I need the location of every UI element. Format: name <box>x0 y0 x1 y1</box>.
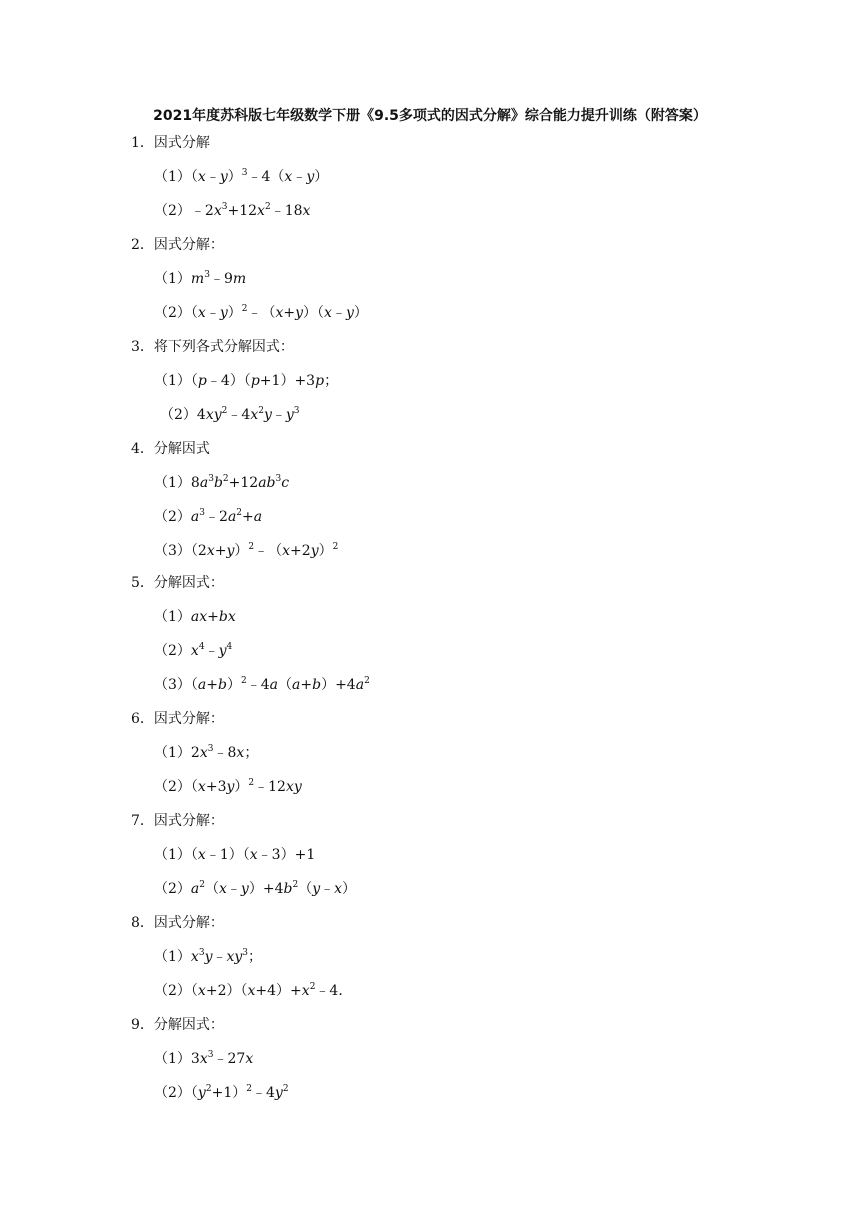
question-text: 因式分解： <box>153 237 224 253</box>
q2-part-1: $(1)m^3﹣9m$ <box>154 270 247 287</box>
q4-part-3: $(3)(2x+y)^2﹣(x+2y)^2$ <box>154 542 339 559</box>
q5-part-3: $(3)(a+b)^2﹣4a(a+b)+4a^2$ <box>154 676 370 693</box>
question-9 <box>131 1016 224 1034</box>
question-6 <box>131 710 224 728</box>
question-number: 9． <box>131 1017 154 1033</box>
q6-part-1: $(1)2x^3﹣8x$； <box>154 744 259 761</box>
q3-part-1: （1）（p﹣4）（p+1）+3p； <box>154 373 339 389</box>
question-3 <box>131 338 294 356</box>
question-number: 3． <box>131 339 154 355</box>
question-number: 4． <box>131 441 154 457</box>
question-text: 因式分解： <box>153 813 224 829</box>
q2-part-2: （2）（x﹣y）$^2$﹣（x+y）（x﹣y） <box>154 304 368 321</box>
question-4 <box>131 440 210 458</box>
question-text: 因式分解： <box>153 915 224 931</box>
q9-part-2: $(2)(y^2+1)^2﹣4y^2$ <box>154 1084 289 1101</box>
question-number: 5． <box>131 575 154 591</box>
q8-part-2: $(2)(x+2)(x+4)+x^2﹣4$． <box>154 982 353 999</box>
question-text: 分解因式 <box>153 441 210 457</box>
q7-part-1: （1）（x﹣1）（x﹣3）+1 <box>154 847 316 863</box>
q1-part-1: （1）（x﹣y）$^3$﹣4（x﹣y） <box>154 168 329 185</box>
question-2 <box>131 236 224 254</box>
q4-part-1: $(1)8a^3b^2+12ab^3c$ <box>154 474 290 491</box>
q1-part-2: $(2)﹣2x^3+12x^2﹣18x$ <box>154 202 311 219</box>
question-8 <box>131 914 224 932</box>
q8-part-1: $(1)x^3y﹣xy^3$； <box>154 948 263 965</box>
question-text: 将下列各式分解因式： <box>153 339 294 355</box>
question-number: 8． <box>131 915 154 931</box>
question-5 <box>131 574 224 592</box>
question-7 <box>131 812 224 830</box>
question-number: 6． <box>131 711 154 727</box>
q4-part-2: $(2)a^3﹣2a^2+a$ <box>154 508 263 525</box>
question-text: 分解因式： <box>153 575 224 591</box>
document-title: 2021年度苏科版七年级数学下册《9.5多项式的因式分解》综合能力提升训练（附答案） <box>153 108 707 124</box>
q7-part-2: $(2)a^2(x﹣y)+4b^2(y﹣x)$ <box>154 880 357 897</box>
question-text: 分解因式： <box>153 1017 224 1033</box>
q5-part-1: （1）ax+bx <box>154 609 236 625</box>
question-number: 2． <box>131 237 154 253</box>
question-text: 因式分解 <box>153 135 210 151</box>
question-number: 7． <box>131 813 154 829</box>
q5-part-2: $(2)x^4﹣y^4$ <box>154 642 233 659</box>
q3-part-2: $(2)4xy^2﹣4x^2y﹣y^3$ <box>160 406 300 423</box>
question-text: 因式分解： <box>153 711 224 727</box>
question-number: 1． <box>131 135 154 151</box>
question-1 <box>131 134 210 152</box>
q6-part-2: $(2)(x+3y)^2﹣12xy$ <box>154 778 302 795</box>
q9-part-1: $(1)3x^3﹣27x$ <box>154 1050 254 1067</box>
